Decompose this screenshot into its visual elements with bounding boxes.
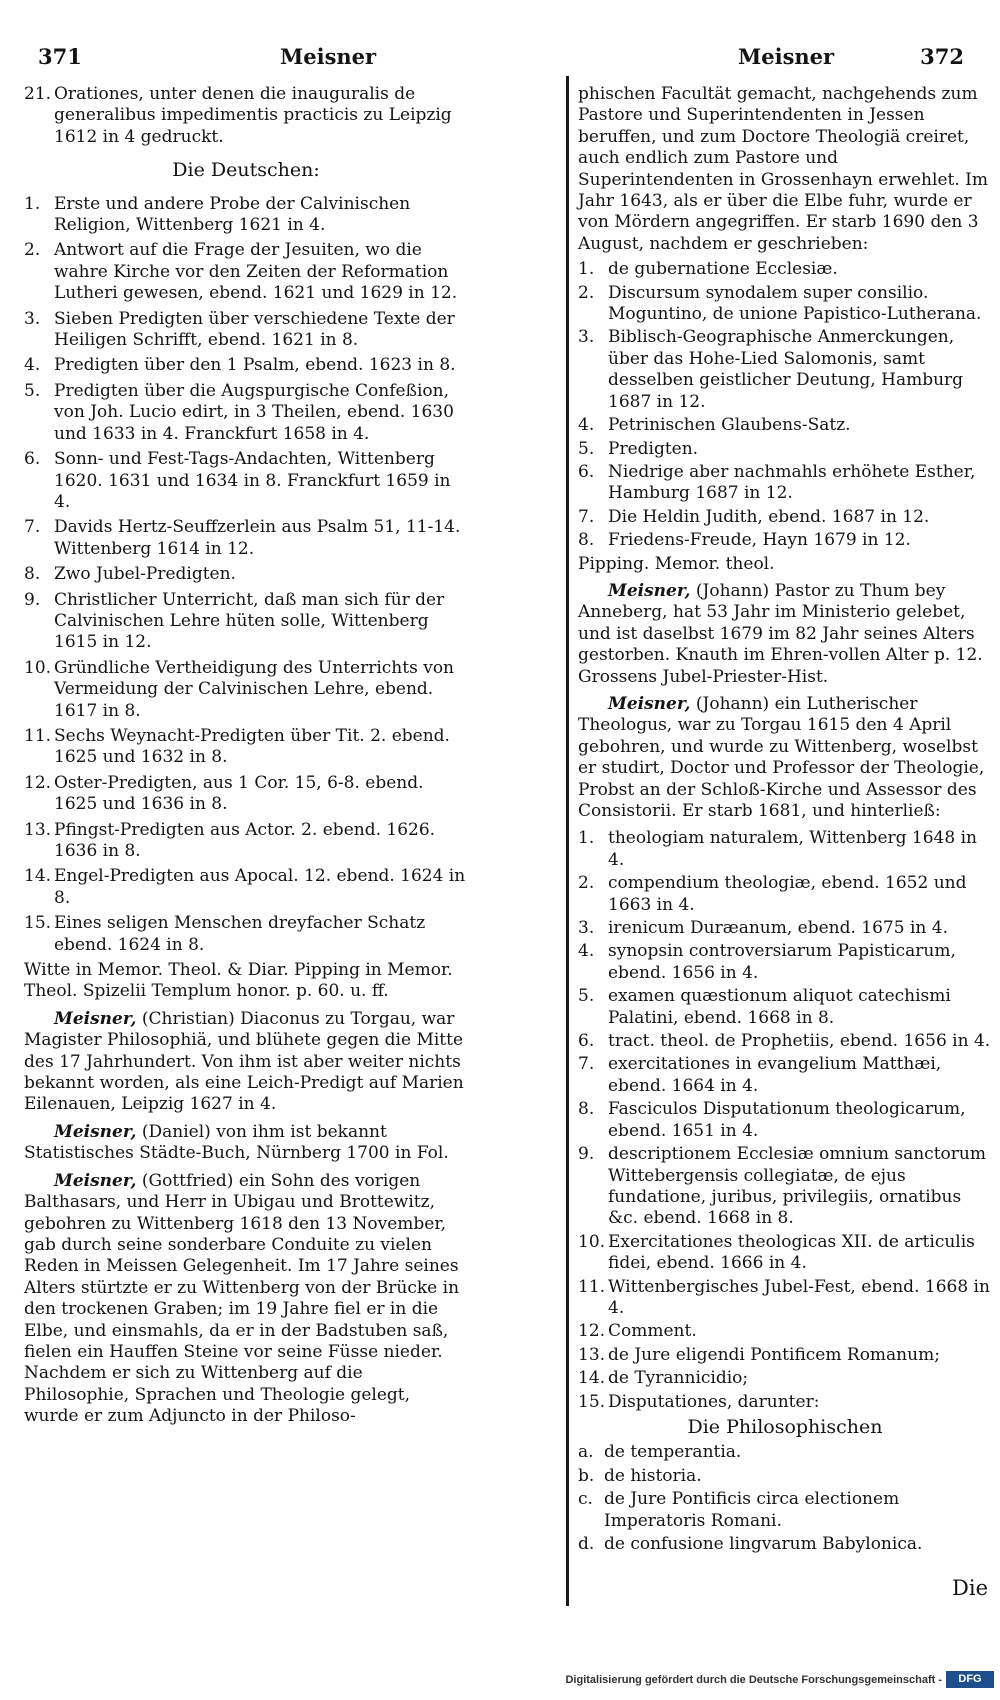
list-item: 7. Die Heldin Judith, ebend. 1687 in 12. — [578, 506, 930, 527]
catchword: Die — [952, 1576, 988, 1600]
list-item: 5. Predigten. — [578, 438, 699, 459]
list-item: 12. Comment. — [578, 1321, 697, 1342]
list-item: d. de confusione lingvarum Babylonica. — [578, 1534, 923, 1554]
entry-text: (Johann) ein Lutherischer Theologus, war zu Torgau 1615 den 4 April gebohren, und wurde zu Wittenberg, woselbst er studirt, Doctor und Professor der Theologie, Probst an der Schloß-Kirche und Assessor des Consistorii. Er starb 1681, und hinterließ: — [578, 693, 985, 821]
list-item: 13. de Jure eligendi Pontificem Romanum; — [578, 1344, 940, 1365]
section-heading: Die Philosophischen — [687, 1415, 883, 1438]
list-item: 15. Eines seligen Menschen dreyfacher Schatz ebend. 1624 in 8. — [24, 913, 426, 955]
list-item: 2. Antwort auf die Frage der Jesuiten, wo die wahre Kirche vor den Zeiten der Reformation Lutheri gewesen, ebend. 1621 und 1629 in 12. — [24, 240, 458, 304]
column-divider — [566, 76, 569, 1606]
list-item: c. de Jure Pontificis circa electionem Imperatoris Romani. — [578, 1489, 900, 1531]
entry-name: Meisner, — [54, 1008, 137, 1029]
list-item: 7. exercitationes in evangelium Matthæi, ebend. 1664 in 4. — [578, 1054, 942, 1096]
digitization-credit: Digitalisierung gefördert durch die Deutsche Forschungsgemeinschaft - — [565, 1674, 942, 1686]
list-item: 8. Zwo Jubel-Predigten. — [24, 564, 236, 585]
entry-johann-pastor — [578, 581, 992, 688]
list-item: 4. Predigten über den 1 Psalm, ebend. 1623 in 8. — [24, 355, 456, 376]
list-item: 5. examen quæstionum aliquot catechismi Palatini, ebend. 1668 in 8. — [578, 986, 951, 1028]
page-number-left: 371 — [38, 44, 82, 69]
list-item: 15. Disputationes, darunter: — [578, 1391, 820, 1412]
running-title-left: Meisner — [280, 44, 377, 69]
entry-text: (Daniel) von ihm ist bekannt Statistisches Städte-Buch, Nürnberg 1700 in Fol. — [24, 1121, 449, 1164]
list-item: 8. Fasciculos Disputationum theologicarum, ebend. 1651 in 4. — [578, 1099, 966, 1141]
list-item: a. de temperantia. — [578, 1442, 742, 1463]
entry-daniel — [24, 1122, 468, 1165]
entry-text: (Christian) Diaconus zu Torgau, war Magister Philosophiä, und blühete gegen die Mitte des 17 Jahrhundert. Von ihm ist aber weiter nichts bekannt worden, als eine Leich-Predigt auf Marien Eilenauen, Leipzig 1627 in 4. — [24, 1008, 464, 1115]
source-reference: Witte in Memor. Theol. & Diar. Pipping in Memor. Theol. Spizelii Templum honor. p. 60. u. ff. — [24, 960, 453, 1002]
list-item: 1. de gubernatione Ecclesiæ. — [578, 259, 838, 280]
entry-text: (Johann) Pastor zu Thum bey Anneberg, hat 53 Jahr im Ministerio gelebet, und ist daselbst 1679 im 82 Jahr seines Alters gestorben. Knauth im Ehren-vollen Alter p. 12. Grossens Jubel-Priester-Hist. — [578, 580, 983, 687]
list-item: 7. Davids Hertz-Seuffzerlein aus Psalm 51, 11-14. Wittenberg 1614 in 12. — [24, 517, 461, 559]
entry-name: Meisner, — [608, 580, 691, 601]
list-item: 2. Discursum synodalem super consilio. Moguntino, de unione Papistico-Lutherana. — [578, 282, 982, 325]
list-item: 6. Niedrige aber nachmahls erhöhete Esther, Hamburg 1687 in 12. — [578, 461, 976, 504]
entry-johann-theologus — [578, 694, 992, 822]
right-column — [578, 84, 992, 1557]
list-item: 2. compendium theologiæ, ebend. 1652 und 1663 in 4. — [578, 873, 967, 915]
running-title-right: Meisner — [738, 44, 835, 69]
page-number-right: 372 — [920, 44, 964, 69]
source-reference: Pipping. Memor. theol. — [578, 553, 775, 574]
list-item: 21. Orationes, unter denen die inauguralis de generalibus impedimentis practicis zu Leipzig 1612 in 4 gedruckt. — [24, 84, 452, 147]
list-item: 11. Wittenbergisches Jubel-Fest, ebend. 1668 in 4. — [578, 1276, 990, 1318]
list-item: 9. Christlicher Unterricht, daß man sich für der Calvinischen Lehre hüten solle, Wittenberg 1615 in 12. — [24, 589, 445, 653]
entry-name: Meisner, — [54, 1170, 137, 1191]
list-item: 12. Oster-Predigten, aus 1 Cor. 15, 6-8. ebend. 1625 und 1636 in 8. — [24, 772, 424, 815]
list-item: 8. Friedens-Freude, Hayn 1679 in 12. — [578, 530, 911, 551]
list-item: 4. Petrinischen Glaubens-Satz. — [578, 415, 851, 436]
entry-name: Meisner, — [54, 1121, 137, 1142]
list-item: 14. Engel-Predigten aus Apocal. 12. ebend. 1624 in 8. — [24, 866, 466, 908]
entry-text: (Gottfried) ein Sohn des vorigen Balthasars, und Herr in Ubigau und Brottewitz, gebohren zu Wittenberg 1618 den 13 November, gab durch seine sonderbare Conduite zu vielen Reden in Meissen Gelegenheit. Im 17 Jahre seines Alters stürtzte er zu Wittenberg von der Brücke in den trockenen Graben; im 19 Jahre fiel er in die Elbe, und einsmahls, da er in der Badstuben saß, fielen ein Hauffen Steine vor seine Füsse nieder. Nachdem er sich zu Wittenberg auf die Philosophie, Sprachen und Theologie gelegt, wurde er zum Adjuncto in der Philoso- — [24, 1170, 460, 1427]
entry-name: Meisner, — [608, 693, 691, 714]
list-item: 6. Sonn- und Fest-Tags-Andachten, Wittenberg 1620. 1631 und 1634 in 8. Franckfurt 1659 in 4. — [24, 449, 451, 512]
list-item: 3. irenicum Duræanum, ebend. 1675 in 4. — [578, 918, 948, 939]
list-item: 5. Predigten über die Augspurgische Confeßion, von Joh. Lucio edirt, in 3 Theilen, ebend. 1630 und 1633 in 4. Franckfurt 1658 in 4. — [24, 380, 454, 444]
list-item: 3. Biblisch-Geographische Anmerckungen, über das Hohe-Lied Salomonis, samt desselben geistlicher Deutung, Hamburg 1687 in 12. — [578, 327, 964, 412]
list-item: 1. theologiam naturalem, Wittenberg 1648 in 4. — [578, 828, 977, 870]
list-item: b. de historia. — [578, 1465, 702, 1486]
list-item: 13. Pfingst-Predigten aus Actor. 2. ebend. 1626. 1636 in 8. — [24, 819, 436, 861]
entry-gottfried — [24, 1171, 468, 1428]
list-item: 6. tract. theol. de Prophetiis, ebend. 1656 in 4. — [578, 1031, 991, 1052]
list-item: 4. synopsin controversiarum Papisticarum, ebend. 1656 in 4. — [578, 941, 956, 983]
list-item: 3. Sieben Predigten über verschiedene Texte der Heiligen Schrifft, ebend. 1621 in 8. — [24, 308, 455, 351]
dfg-logo: DFG — [946, 1671, 994, 1688]
list-item: 10. Gründliche Vertheidigung des Unterrichts von Vermeidung der Calvinischen Lehre, ebend. 1617 in 8. — [24, 657, 455, 721]
list-item: 1. Erste und andere Probe der Calvinischen Religion, Wittenberg 1621 in 4. — [24, 193, 411, 236]
continuation-text: phischen Facultät gemacht, nachgehends zum Pastore und Superintendenten in Jessen beruffen, und zum Doctore Theologiä creiret, auch endlich zum Pastore und Superintendenten in Grossenhayn erwehlet. Im Jahr 1643, als er über die Elbe fuhr, wurde er von Mördern angegriffen. Er starb 1690 den 3 August, nachdem er geschrieben: — [578, 84, 988, 254]
left-column — [24, 84, 468, 1434]
list-item: 10. Exercitationes theologicas XII. de articulis fidei, ebend. 1666 in 4. — [578, 1231, 975, 1274]
list-item: 11. Sechs Weynacht-Predigten über Tit. 2. ebend. 1625 und 1632 in 8. — [24, 725, 450, 768]
list-item: 9. descriptionem Ecclesiæ omnium sanctorum Wittebergensis collegiatæ, de ejus fundatione, juribus, privilegiis, ornatibus &c. ebend. 1668 in 8. — [578, 1144, 986, 1229]
section-heading: Die Deutschen: — [172, 159, 320, 182]
entry-christian — [24, 1009, 468, 1116]
page-header — [38, 44, 964, 80]
list-item: 14. de Tyrannicidio; — [578, 1368, 749, 1389]
